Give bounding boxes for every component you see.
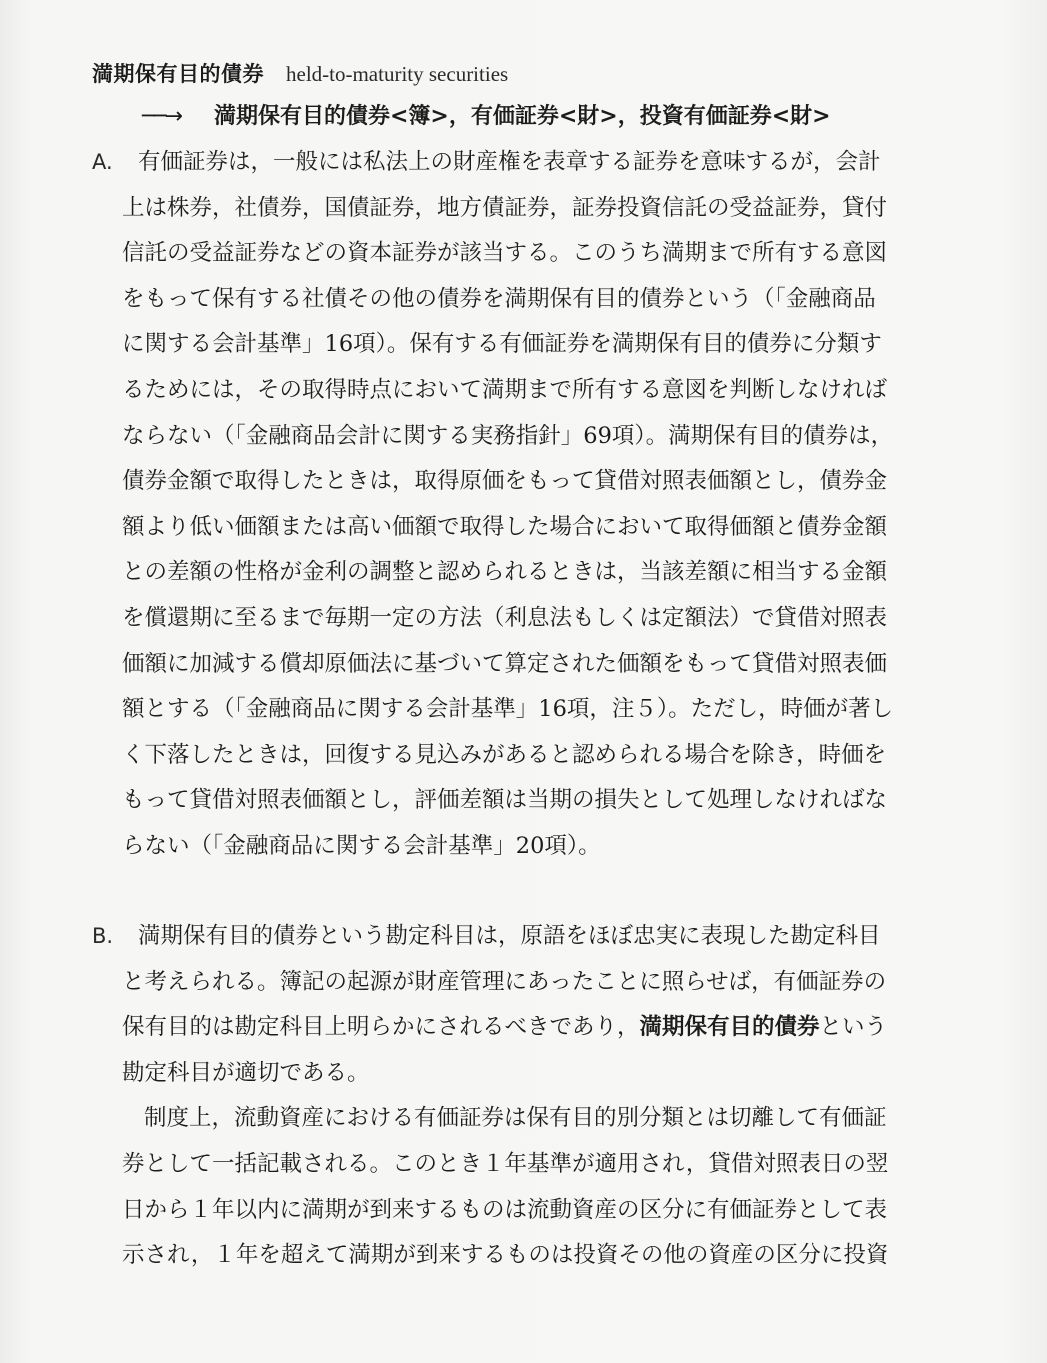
section-b-line: 勘定科目が適切である。: [122, 1059, 370, 1086]
section-b-marker: B.: [92, 924, 114, 948]
section-b-paragraph-2-line: 示され，１年を超えて満期が到来するものは投資その他の資産の区分に投資: [122, 1242, 889, 1269]
section-b-line: [92, 914, 992, 960]
section-a-line: との差額の性格が金利の調整と認められるときは，当該差額に相当する金額: [122, 559, 888, 586]
section-b-paragraph-2-line: 日から１年以内に満期が到来するものは流動資産の区分に有価証券として表: [122, 1196, 888, 1223]
entry-title-english: held-to-maturity securities: [286, 62, 509, 86]
section-a-line: 債券金額で取得したときは，取得原価をもって貸借対照表価額とし，債券金: [122, 468, 888, 495]
section-b-paragraph-2-line: 券として一括記載される。このとき１年基準が適用され，貸借対照表日の翌: [122, 1150, 889, 1177]
section-a-line: く下落したときは，回復する見込みがあると認められる場合を除き，時価を: [122, 741, 887, 768]
entry-heading: [92, 58, 508, 90]
section-b-paragraph-2-line: 制度上，流動資産における有価証券は保有目的別分類とは切離して有価証: [144, 1105, 887, 1132]
section-a-line: をもって保有する社債その他の債券を満期保有目的債券という（「金融商品: [122, 285, 876, 312]
section-a-line: 額とする（「金融商品に関する会計基準」16項，注５）。ただし，時価が著し: [122, 696, 894, 723]
section-b-line: と考えられる。簿記の起源が財産管理にあったことに照らせば，有価証券の: [122, 968, 887, 995]
section-b-text: 保有目的は勘定科目上明らかにされるべきであり，: [122, 1014, 640, 1041]
section-a-line: 額より低い価額または高い価額で取得した場合において取得価額と債券金額: [122, 513, 888, 540]
entry-title-japanese: 満期保有目的債券: [92, 61, 264, 86]
section-a-marker: A.: [92, 150, 113, 174]
section-a: [92, 140, 992, 870]
section-a-line: を償還期に至るまで毎期一定の方法（利息法もしくは定額法）で貸借対照表: [122, 604, 888, 631]
section-a-line: 上は株券，社債券，国債証券，地方債証券，証券投資信託の受益証券，貸付: [122, 194, 888, 221]
section-a-line: るためには，その取得時点において満期まで所有する意図を判断しなければ: [122, 376, 888, 403]
arrow-icon: ──→: [142, 104, 181, 129]
section-b-line: [92, 1005, 992, 1051]
section-a-line: 信託の受益証券などの資本証券が該当する。このうち満期まで所有する意図: [122, 240, 888, 267]
account-classification-text: 満期保有目的債券<簿>，有価証券<財>，投資有価証券<財>: [214, 104, 831, 129]
account-classification: [142, 100, 831, 134]
section-a-line: に関する会計基準」16項）。保有する有価証券を満期保有目的債券に分類す: [122, 331, 882, 358]
section-a-line: [92, 140, 992, 186]
section-a-line: 価額に加減する償却原価法に基づいて算定された価額をもって貸借対照表価: [122, 650, 888, 677]
section-a-line: ならない（「金融商品会計に関する実務指針」69項）。満期保有目的債券は，: [122, 422, 894, 449]
highlighted-term: 満期保有目的債券: [639, 1014, 820, 1041]
section-b-text: という: [819, 1014, 888, 1041]
section-a-text: 有価証券は，一般には私法上の財産権を表章する証券を意味するが，会計: [138, 149, 881, 175]
section-a-line: もって貸借対照表価額とし，評価差額は当期の損失として処理しなければな: [122, 787, 888, 814]
section-b-text: 満期保有目的債券という勘定科目は，原語をほぼ忠実に表現した勘定科目: [138, 923, 881, 949]
section-a-line: らない（「金融商品に関する会計基準」20項）。: [122, 832, 601, 859]
section-b: [92, 914, 992, 1279]
